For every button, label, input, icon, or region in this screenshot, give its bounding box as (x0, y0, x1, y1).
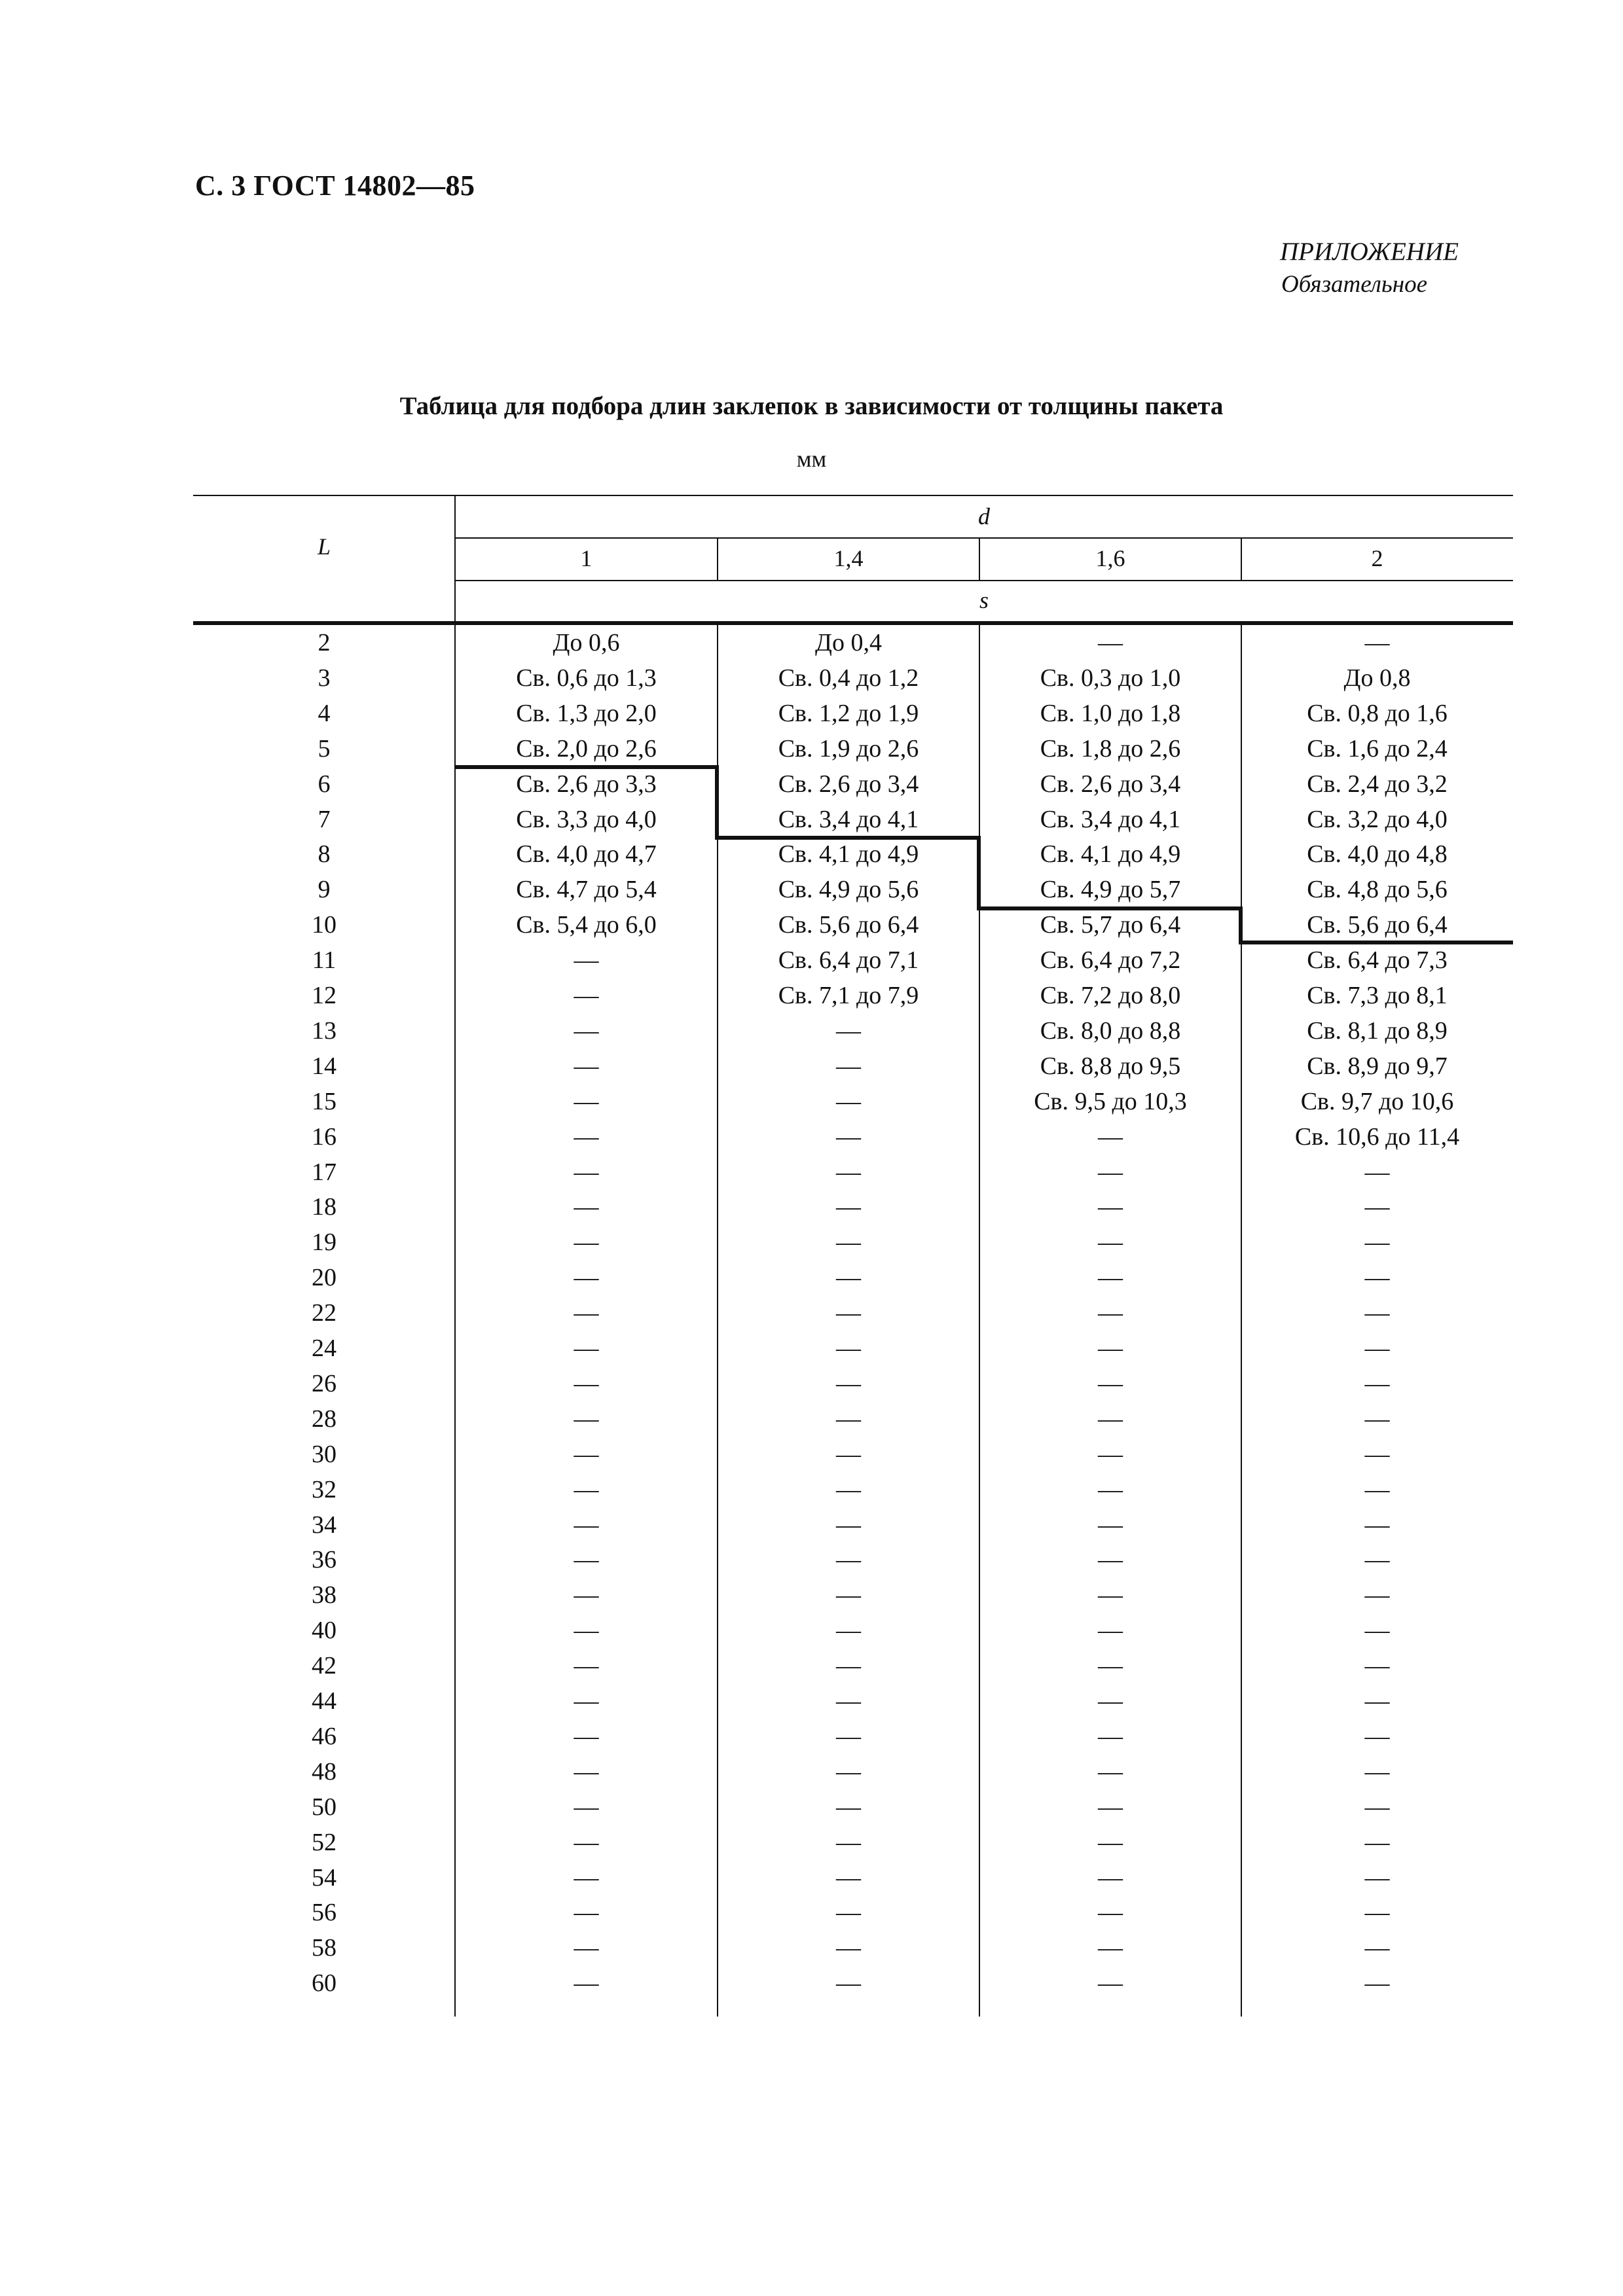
table-unit: мм (796, 446, 827, 472)
cell-thickness: — (836, 1087, 861, 1115)
cell-thickness: — (574, 1722, 599, 1750)
table-row (193, 1895, 1513, 1930)
cell-thickness: — (574, 1122, 599, 1151)
cell-thickness: — (1098, 1193, 1123, 1221)
cell-thickness: — (836, 1793, 861, 1821)
cell-thickness: Св. 8,8 до 9,5 (1040, 1052, 1181, 1080)
cell-length: 56 (312, 1899, 337, 1927)
cell-thickness: — (836, 1969, 861, 1998)
cell-thickness: — (574, 1652, 599, 1680)
cell-thickness: До 0,6 (553, 629, 620, 656)
cell-length: 4 (318, 699, 331, 727)
cell-thickness: Св. 8,9 до 9,7 (1307, 1052, 1448, 1080)
cell-thickness: — (574, 1229, 599, 1257)
cell-thickness: — (836, 1757, 861, 1785)
cell-thickness: — (836, 1158, 861, 1186)
header-d: d (978, 503, 990, 529)
cell-thickness: Св. 2,0 до 2,6 (516, 734, 657, 762)
cell-thickness: Св. 2,6 до 3,4 (1040, 770, 1181, 798)
cell-thickness: — (1364, 1828, 1390, 1856)
cell-thickness: — (574, 1158, 599, 1186)
table-row (193, 1930, 1513, 1965)
cell-thickness: — (574, 1369, 599, 1397)
table-title: Таблица для подбора длин заклепок в зависимости от толщины пакета (399, 392, 1224, 420)
cell-thickness: — (836, 1511, 861, 1539)
cell-thickness: — (1364, 1440, 1390, 1468)
table-row (193, 1648, 1513, 1683)
cell-thickness: — (1098, 1757, 1123, 1785)
cell-thickness: Св. 1,3 до 2,0 (516, 699, 657, 727)
boundary-step-2 (717, 836, 981, 840)
cell-thickness: — (1098, 1581, 1123, 1609)
cell-thickness: Св. 8,0 до 8,8 (1040, 1016, 1181, 1045)
cell-length: 40 (312, 1617, 337, 1645)
table-row (193, 1965, 1513, 2001)
header-col-4: 2 (1371, 545, 1383, 571)
cell-thickness: — (836, 1193, 861, 1221)
cell-thickness: — (836, 1475, 861, 1503)
cell-thickness: Св. 9,5 до 10,3 (1034, 1087, 1187, 1115)
table-row (193, 696, 1513, 731)
table-row (193, 872, 1513, 907)
cell-thickness: — (574, 946, 599, 975)
cell-thickness: — (574, 1475, 599, 1503)
cell-thickness: Св. 1,0 до 1,8 (1040, 699, 1181, 727)
cell-thickness: Св. 2,4 до 3,2 (1307, 770, 1448, 798)
cell-thickness: — (1364, 1899, 1390, 1927)
boundary-step-4 (1241, 941, 1513, 944)
boundary-step-1 (455, 765, 717, 769)
cell-thickness: — (836, 1264, 861, 1292)
cell-thickness: — (574, 1757, 599, 1785)
cell-thickness: — (574, 1581, 599, 1609)
cell-length: 50 (312, 1793, 337, 1821)
table-row (193, 1401, 1513, 1437)
cell-thickness: — (1098, 1511, 1123, 1539)
cell-thickness: Св. 4,8 до 5,6 (1307, 876, 1448, 904)
cell-thickness: — (574, 1087, 599, 1115)
cell-thickness: — (574, 1687, 599, 1715)
table-row (193, 766, 1513, 802)
cell-thickness: Св. 10,6 до 11,4 (1294, 1122, 1460, 1151)
cell-thickness: — (1098, 1546, 1123, 1574)
cell-length: 24 (312, 1335, 337, 1362)
cell-thickness: — (574, 1440, 599, 1468)
cell-length: 36 (312, 1546, 337, 1574)
cell-length: 19 (312, 1229, 337, 1257)
cell-thickness: — (1098, 1369, 1123, 1397)
cell-thickness: — (836, 1369, 861, 1397)
cell-thickness: — (836, 1546, 861, 1574)
table-row (193, 1189, 1513, 1225)
cell-thickness: — (1098, 1264, 1123, 1292)
cell-thickness: — (1098, 1405, 1123, 1433)
cell-length: 7 (318, 805, 331, 833)
cell-thickness: — (1098, 1229, 1123, 1257)
cell-thickness: — (1098, 1899, 1123, 1927)
cell-length: 8 (318, 840, 331, 869)
cell-thickness: — (1364, 1229, 1390, 1257)
header-rule-diameters (455, 580, 1513, 581)
cell-thickness: — (574, 1546, 599, 1574)
table-row (193, 1472, 1513, 1507)
cell-thickness: Св. 5,4 до 6,0 (516, 911, 657, 939)
cell-thickness: — (1098, 1440, 1123, 1468)
cell-thickness: — (1364, 1546, 1390, 1574)
cell-thickness: — (574, 982, 599, 1009)
boundary-riser-3 (1239, 906, 1243, 944)
cell-thickness: — (1098, 1475, 1123, 1503)
cell-thickness: Св. 5,6 до 6,4 (778, 911, 919, 939)
cell-thickness: — (836, 1052, 861, 1080)
cell-thickness: — (1364, 1475, 1390, 1503)
cell-thickness: — (1098, 1335, 1123, 1362)
cell-thickness: — (574, 1863, 599, 1892)
cell-thickness: — (836, 1899, 861, 1927)
cell-thickness: Св. 5,7 до 6,4 (1040, 911, 1181, 939)
cell-length: 5 (318, 734, 331, 762)
cell-thickness: — (836, 1934, 861, 1962)
table-row (193, 1155, 1513, 1190)
cell-thickness: — (836, 1652, 861, 1680)
cell-thickness: — (1364, 1158, 1390, 1186)
cell-thickness: Св. 0,6 до 1,3 (516, 664, 657, 692)
table-row (193, 1542, 1513, 1577)
cell-thickness: — (1364, 1793, 1390, 1821)
cell-thickness: — (1364, 1193, 1390, 1221)
cell-thickness: — (1364, 1299, 1390, 1327)
cell-thickness: — (574, 1052, 599, 1080)
cell-length: 60 (312, 1969, 337, 1998)
cell-thickness: — (574, 1899, 599, 1927)
cell-length: 52 (312, 1828, 337, 1856)
cell-thickness: — (574, 1016, 599, 1045)
cell-thickness: — (1098, 1687, 1123, 1715)
table-row (193, 731, 1513, 766)
cell-thickness: — (1364, 1369, 1390, 1397)
table-row (193, 1683, 1513, 1719)
cell-thickness: — (836, 1405, 861, 1433)
table-row (193, 802, 1513, 837)
cell-length: 11 (312, 946, 337, 975)
cell-length: 3 (318, 664, 331, 692)
cell-thickness: — (574, 1793, 599, 1821)
cell-thickness: — (1364, 1511, 1390, 1539)
cell-thickness: — (1364, 1757, 1390, 1785)
cell-thickness: — (836, 1299, 861, 1327)
cell-thickness: Св. 4,1 до 4,9 (778, 840, 919, 869)
cell-thickness: — (1364, 1581, 1390, 1609)
cell-thickness: — (836, 1722, 861, 1750)
table-row (193, 1260, 1513, 1295)
cell-thickness: — (1098, 1828, 1123, 1856)
table-row (193, 942, 1513, 978)
cell-thickness: Св. 0,3 до 1,0 (1040, 664, 1181, 692)
cell-thickness: — (1098, 1299, 1123, 1327)
cell-length: 28 (312, 1405, 337, 1433)
cell-thickness: — (1364, 1652, 1390, 1680)
cell-thickness: — (1098, 1122, 1123, 1151)
cell-length: 13 (312, 1016, 337, 1045)
cell-thickness: — (836, 1687, 861, 1715)
cell-thickness: — (836, 1122, 861, 1151)
table-top-rule (193, 495, 1513, 496)
cell-thickness: Св. 1,2 до 1,9 (778, 699, 919, 727)
cell-length: 54 (312, 1863, 337, 1892)
boundary-riser-1 (715, 765, 719, 840)
boundary-riser-2 (977, 836, 981, 910)
cell-thickness: — (1364, 1687, 1390, 1715)
cell-thickness: Св. 4,0 до 4,8 (1307, 840, 1448, 869)
cell-thickness: — (574, 1617, 599, 1645)
cell-thickness: — (1098, 1793, 1123, 1821)
cell-thickness: Св. 4,1 до 4,9 (1040, 840, 1181, 869)
table-row (193, 1013, 1513, 1049)
boundary-step-3 (979, 906, 1243, 910)
cell-thickness: — (574, 1193, 599, 1221)
cell-thickness: Св. 0,8 до 1,6 (1307, 699, 1448, 727)
page-header: С. 3 ГОСТ 14802—85 (195, 170, 475, 202)
table-row (193, 1754, 1513, 1789)
cell-thickness: — (836, 1863, 861, 1892)
cell-thickness: — (574, 1405, 599, 1433)
cell-length: 12 (312, 982, 337, 1009)
header-s: s (979, 587, 989, 613)
cell-thickness: — (1098, 1722, 1123, 1750)
cell-length: 20 (312, 1264, 337, 1292)
cell-thickness: Св. 6,4 до 7,2 (1040, 946, 1181, 975)
cell-thickness: — (1364, 1722, 1390, 1750)
table-row (193, 1295, 1513, 1331)
cell-thickness: Св. 1,9 до 2,6 (778, 734, 919, 762)
table-row (193, 1437, 1513, 1472)
cell-thickness: — (574, 1264, 599, 1292)
cell-length: 46 (312, 1722, 337, 1750)
cell-length: 42 (312, 1652, 337, 1680)
cell-thickness: — (1098, 629, 1123, 656)
header-col-2: 1,4 (833, 545, 864, 571)
cell-thickness: — (1098, 1652, 1123, 1680)
table-row (193, 1860, 1513, 1895)
cell-thickness: Св. 2,6 до 3,3 (516, 770, 657, 798)
rivet-length-table (193, 495, 1513, 2017)
cell-thickness: — (1098, 1158, 1123, 1186)
cell-thickness: — (574, 1335, 599, 1362)
appendix-subtitle: Обязательное (1281, 271, 1428, 298)
cell-length: 34 (312, 1511, 337, 1539)
cell-thickness: Св. 7,2 до 8,0 (1040, 982, 1181, 1009)
cell-length: 6 (318, 770, 331, 798)
table-row (193, 1331, 1513, 1366)
cell-thickness: — (836, 1335, 861, 1362)
header-L: L (317, 533, 331, 560)
header-col-3: 1,6 (1095, 545, 1125, 571)
cell-length: 22 (312, 1299, 337, 1327)
cell-thickness: Св. 4,9 до 5,6 (778, 876, 919, 904)
cell-thickness: — (574, 1511, 599, 1539)
cell-thickness: — (1364, 1264, 1390, 1292)
cell-length: 10 (312, 911, 337, 939)
cell-thickness: — (1098, 1969, 1123, 1998)
table-row (193, 1507, 1513, 1543)
cell-thickness: Св. 3,4 до 4,1 (778, 805, 919, 833)
cell-thickness: — (1364, 1863, 1390, 1892)
table-row (193, 1613, 1513, 1648)
cell-thickness: — (1364, 1934, 1390, 1962)
cell-thickness: — (836, 1828, 861, 1856)
header-col-1: 1 (580, 545, 593, 571)
cell-thickness: До 0,8 (1343, 664, 1411, 692)
table-row (193, 1825, 1513, 1860)
cell-thickness: — (1364, 1335, 1390, 1362)
cell-thickness: — (1364, 1969, 1390, 1998)
cell-thickness: — (836, 1581, 861, 1609)
cell-length: 2 (318, 629, 331, 656)
cell-length: 38 (312, 1581, 337, 1609)
table-row (193, 1577, 1513, 1613)
cell-thickness: — (1364, 1617, 1390, 1645)
cell-thickness: — (1364, 1405, 1390, 1433)
cell-thickness: Св. 9,7 до 10,6 (1300, 1087, 1454, 1115)
cell-thickness: — (836, 1440, 861, 1468)
cell-thickness: Св. 7,3 до 8,1 (1307, 982, 1448, 1009)
cell-thickness: Св. 1,8 до 2,6 (1040, 734, 1181, 762)
cell-thickness: Св. 3,2 до 4,0 (1307, 805, 1448, 833)
table-row (193, 1719, 1513, 1754)
header-rule-d (455, 537, 1513, 539)
cell-thickness: Св. 3,4 до 4,1 (1040, 805, 1181, 833)
appendix-title: ПРИЛОЖЕНИЕ (1280, 238, 1459, 266)
cell-thickness: Св. 6,4 до 7,3 (1307, 946, 1448, 975)
table-row (193, 1366, 1513, 1401)
cell-thickness: Св. 0,4 до 1,2 (778, 664, 919, 692)
cell-thickness: Св. 3,3 до 4,0 (516, 805, 657, 833)
table-row (193, 907, 1513, 942)
table-row (193, 978, 1513, 1013)
cell-thickness: — (1098, 1934, 1123, 1962)
cell-length: 48 (312, 1757, 337, 1785)
cell-thickness: — (574, 1828, 599, 1856)
cell-thickness: — (836, 1016, 861, 1045)
cell-thickness: Св. 8,1 до 8,9 (1307, 1016, 1448, 1045)
cell-thickness: — (574, 1969, 599, 1998)
cell-length: 14 (312, 1052, 337, 1080)
cell-thickness: Св. 4,7 до 5,4 (516, 876, 657, 904)
cell-length: 18 (312, 1193, 337, 1221)
cell-length: 9 (318, 876, 331, 904)
cell-length: 26 (312, 1369, 337, 1397)
cell-length: 17 (312, 1158, 337, 1186)
cell-length: 15 (312, 1087, 337, 1115)
cell-thickness: Св. 4,0 до 4,7 (516, 840, 657, 869)
cell-thickness: — (574, 1299, 599, 1327)
cell-length: 32 (312, 1475, 337, 1503)
cell-length: 58 (312, 1934, 337, 1962)
table-row (193, 1084, 1513, 1119)
cell-length: 44 (312, 1687, 337, 1715)
table-row (193, 1119, 1513, 1155)
cell-thickness: — (1098, 1863, 1123, 1892)
cell-thickness: — (574, 1934, 599, 1962)
table-row (193, 1225, 1513, 1260)
cell-thickness: — (1364, 629, 1390, 656)
table-row (193, 1789, 1513, 1825)
cell-thickness: Св. 7,1 до 7,9 (778, 982, 919, 1009)
cell-thickness: Св. 5,6 до 6,4 (1307, 911, 1448, 939)
table-row (193, 660, 1513, 696)
cell-thickness: Св. 2,6 до 3,4 (778, 770, 919, 798)
appendix-label (1280, 236, 1459, 301)
cell-thickness: Св. 1,6 до 2,4 (1307, 734, 1448, 762)
cell-thickness: Св. 6,4 до 7,1 (778, 946, 919, 975)
cell-thickness: До 0,4 (815, 629, 882, 656)
cell-thickness: — (836, 1617, 861, 1645)
cell-length: 30 (312, 1440, 337, 1468)
cell-thickness: — (836, 1229, 861, 1257)
cell-length: 16 (312, 1122, 337, 1151)
table-row (193, 625, 1513, 660)
table-row (193, 836, 1513, 872)
table-row (193, 1049, 1513, 1084)
cell-thickness: Св. 4,9 до 5,7 (1040, 876, 1181, 904)
cell-thickness: — (1098, 1617, 1123, 1645)
